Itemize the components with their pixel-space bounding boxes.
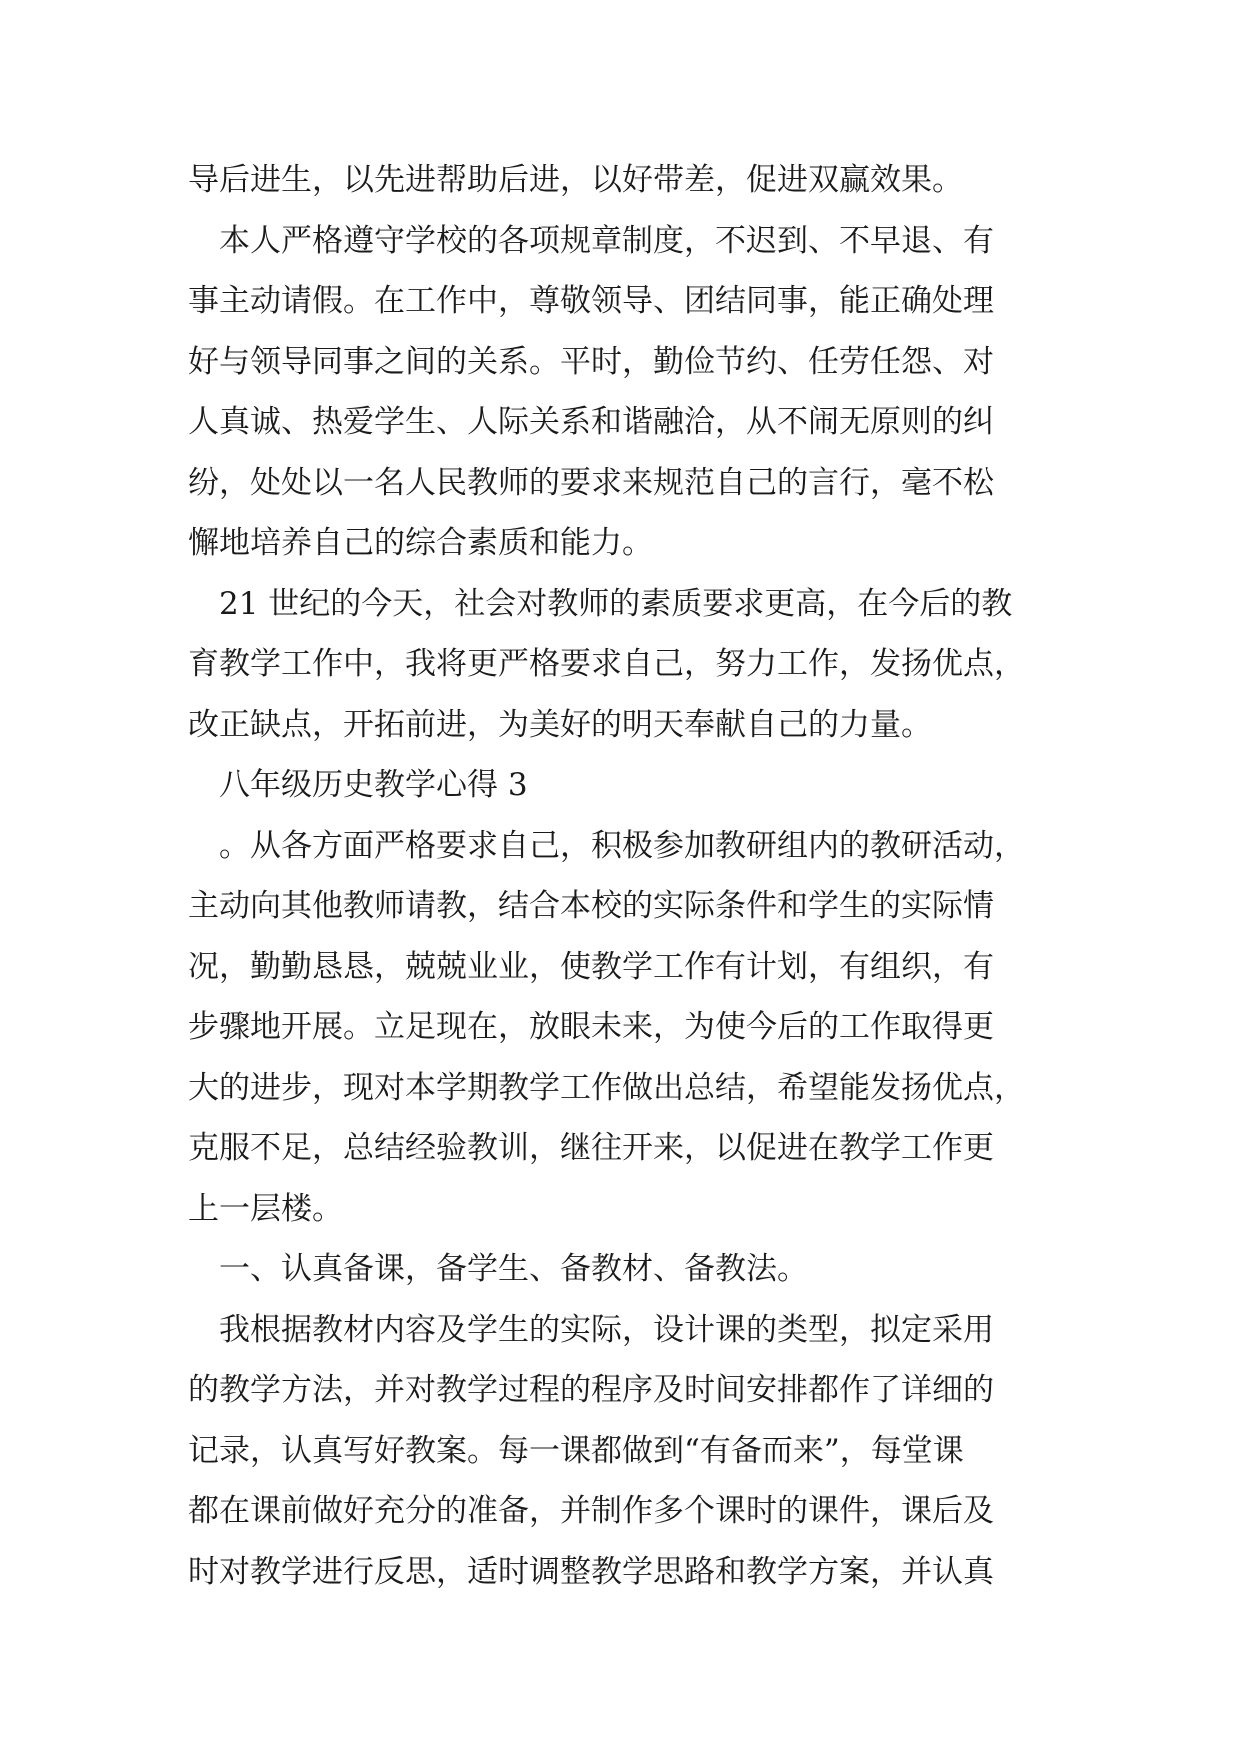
subsection-heading: 一、认真备课，备学生、备教材、备教法。 — [219, 1251, 808, 1287]
text-line: 况，勤勤恳恳，兢兢业业，使教学工作有计划，有组织，有 — [188, 948, 994, 985]
paragraph-start: 。从各方面严格要求自己，积极参加教研组内的教研活动， — [219, 827, 1025, 864]
text-line: 人真诚、热爱学生、人际关系和谐融洽，从不闹无原则的纠 — [188, 404, 994, 440]
text-line: 时对教学进行反思，适时调整教学思路和教学方案，并认真 — [188, 1553, 994, 1590]
text-line: 纷，处处以一名人民教师的要求来规范自己的言行，毫不松 — [188, 464, 994, 501]
text-line: 懈地培养自己的综合素质和能力。 — [188, 525, 653, 561]
paragraph-start: 我根据教材内容及学生的实际，设计课的类型，拟定采用 — [219, 1311, 994, 1348]
document-body — [188, 150, 1056, 1602]
text-line: 大的进步，现对本学期教学工作做出总结，希望能发扬优点， — [188, 1069, 1025, 1106]
paragraph-start: 21 世纪的今天，社会对教师的素质要求更高，在今后的教 — [219, 585, 1013, 622]
text-line: 的教学方法，并对教学过程的程序及时间安排都作了详细的 — [188, 1372, 994, 1408]
text-line: 育教学工作中，我将更严格要求自己，努力工作，发扬优点， — [188, 646, 1025, 682]
text-line: 步骤地开展。立足现在，放眼未来，为使今后的工作取得更 — [188, 1009, 994, 1045]
text-line: 主动向其他教师请教，结合本校的实际条件和学生的实际情 — [188, 888, 994, 924]
text-line: 好与领导同事之间的关系。平时，勤俭节约、任劳任怨、对 — [188, 343, 994, 380]
text-line: 上一层楼。 — [188, 1190, 343, 1227]
section-heading: 八年级历史教学心得 3 — [219, 767, 528, 803]
paragraph-start: 本人严格遵守学校的各项规章制度，不迟到、不早退、有 — [219, 222, 994, 259]
text-line: 克服不足，总结经验教训，继往开来，以促进在教学工作更 — [188, 1130, 994, 1166]
text-line: 记录，认真写好教案。每一课都做到“有备而来”，每堂课 — [188, 1432, 964, 1469]
text-line: 都在课前做好充分的准备，并制作多个课时的课件，课后及 — [188, 1493, 994, 1529]
text-line: 改正缺点，开拓前进，为美好的明天奉献自己的力量。 — [188, 706, 932, 743]
text-line: 导后进生，以先进帮助后进，以好带差，促进双赢效果。 — [188, 162, 963, 198]
text-line: 事主动请假。在工作中，尊敬领导、团结同事，能正确处理 — [188, 283, 994, 319]
